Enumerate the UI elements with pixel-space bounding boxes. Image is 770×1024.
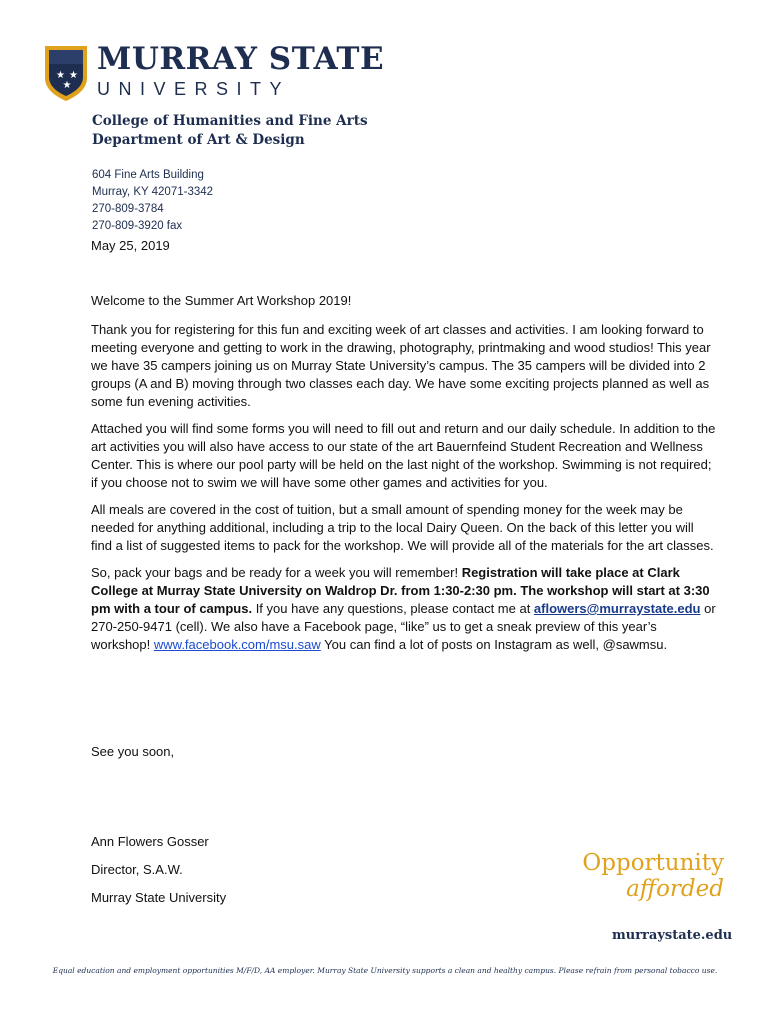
logo-university-name: MURRAY STATE bbox=[97, 41, 385, 77]
letter-body bbox=[91, 292, 716, 663]
signer-title: Director, S.A.W. bbox=[91, 862, 183, 877]
facebook-link[interactable]: www.facebook.com/msu.saw bbox=[153, 637, 321, 652]
signer-organization: Murray State University bbox=[91, 890, 227, 905]
signature-block bbox=[91, 828, 226, 912]
registration-details: Registration will take place at Clark College at Murray State University on Waldrop Dr. from 1:30-2:30 pm. The workshop will start at 3:30 pm with a tour of campus. bbox=[91, 565, 710, 616]
p4-text-a: So, pack your bags and be ready for a week you will remember! bbox=[91, 565, 462, 580]
tagline-line-1: Opportunity bbox=[582, 850, 724, 876]
shield-crest-icon bbox=[43, 44, 89, 102]
university-logo bbox=[43, 41, 385, 102]
svg-text:★: ★ bbox=[62, 80, 72, 91]
department-name: Department of Art & Design bbox=[92, 132, 305, 148]
college-name: College of Humanities and Fine Arts bbox=[92, 113, 368, 129]
phone-number: 270-809-3784 bbox=[92, 203, 164, 215]
paragraph-4 bbox=[91, 564, 716, 654]
closing-line: See you soon, bbox=[91, 744, 175, 759]
paragraph-1: Thank you for registering for this fun and exciting week of art classes and activities. I am looking forward to meeting everyone and getting to work in the drawing, photography, printmaking and wood studios! This year we have 35 campers joining us on Murray State University’s campus. The 35 campers will be divided into 2 groups (A and B) moving through two classes each day. We have some exciting projects planned as well as some fun evening activities. bbox=[91, 322, 711, 409]
svg-text:★: ★ bbox=[69, 70, 78, 81]
logo-university-subtitle: UNIVERSITY bbox=[97, 79, 291, 99]
p4-text-c: or 270-250-9471 (cell). We also have a Facebook page, “like” us to get a sneak preview of this year’s workshop! bbox=[91, 601, 716, 652]
tagline-logo bbox=[572, 850, 724, 902]
p4-text-d: You can find a lot of posts on Instagram as well, @sawmsu. bbox=[320, 637, 668, 652]
email-link[interactable]: aflowers@murraystate.edu bbox=[533, 601, 701, 616]
university-website: murraystate.edu bbox=[612, 928, 733, 943]
p4-text-b: If you have any questions, please contact me at bbox=[252, 601, 534, 616]
address-line-1: 604 Fine Arts Building bbox=[92, 169, 204, 181]
paragraph-2: Attached you will find some forms you will need to fill out and return and our daily schedule. In addition to the art activities you will also have access to our state of the art Bauernfeind Student Recreation and Wellness Center. This is where our pool party will be held on the last night of the workshop. Swimming is not required; if you choose not to swim we will have some other games and activities for you. bbox=[91, 421, 716, 490]
department-address bbox=[92, 167, 213, 235]
department-heading bbox=[92, 112, 368, 150]
address-line-2: Murray, KY 42071-3342 bbox=[92, 186, 214, 198]
letter-date: May 25, 2019 bbox=[91, 238, 170, 253]
fax-number: 270-809-3920 fax bbox=[92, 220, 183, 232]
tagline-line-2: afforded bbox=[626, 876, 724, 902]
paragraph-3: All meals are covered in the cost of tuition, but a small amount of spending money for the week may be needed for anything additional, including a trip to the local Dairy Queen. On the back of this letter you will find a list of suggested items to pack for the workshop. We will provide all of the materials for the art classes. bbox=[91, 502, 714, 553]
svg-text:★: ★ bbox=[56, 70, 65, 81]
signer-name: Ann Flowers Gosser bbox=[91, 834, 209, 849]
greeting: Welcome to the Summer Art Workshop 2019! bbox=[91, 293, 352, 308]
footer-disclaimer: Equal education and employment opportunities M/F/D, AA employer. Murray State University supports a clean and healthy campus. Please refrain from personal tobacco use. bbox=[52, 966, 718, 975]
